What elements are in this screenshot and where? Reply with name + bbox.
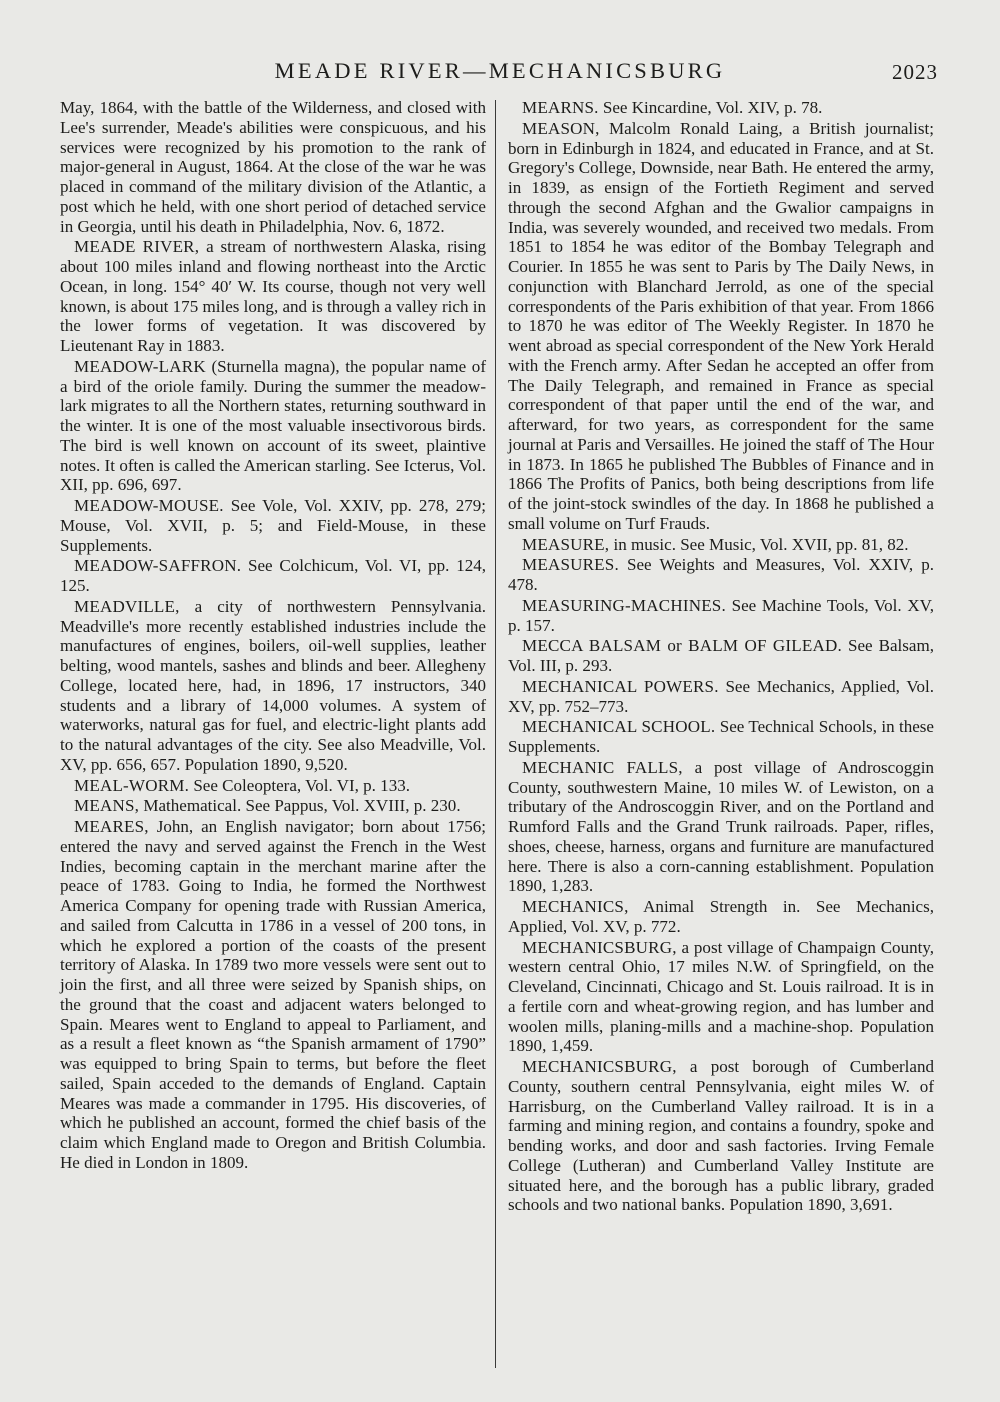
entry-text: See Balsam, Vol. III, p. 293. <box>508 636 934 675</box>
entry-text: a stream of northwestern Alaska, rising about 100 miles inland and flowing northeast into the Arctic Ocean, in long. 154° 40′ W. Its course, though not very well known, is about 175 miles long, and is through a valley rich in the lower forms of vegetation. It was discovered by Lieutenant Ray in 1883. <box>60 237 487 355</box>
dictionary-entry <box>508 596 934 636</box>
entry-headword: MEARNS. <box>522 98 599 117</box>
dictionary-entry <box>508 897 934 937</box>
page-number: 2023 <box>892 60 938 84</box>
dictionary-entry <box>60 776 486 796</box>
column-rule <box>495 100 496 1368</box>
entry-text: May, 1864, with the battle of the Wilderness, and closed with Lee's surrender, Meade's abilities were conspicuous, and his services were recognized by his promotion to the rank of major-general in August, 1864. At the close of the war he was placed in command of the military division of the Atlantic, a post which he held, with one short period of detached service in Georgia, until his death in Philadelphia, Nov. 6, 1872. <box>60 98 486 236</box>
entry-headword: MEASURING-MACHINES. <box>522 595 726 615</box>
dictionary-entry <box>508 1057 934 1215</box>
entry-text: See Mechanics, Applied, Vol. XV, pp. 752–773. <box>508 676 934 716</box>
dictionary-entry <box>60 817 486 1173</box>
entry-text: See Colchicum, Vol. VI, pp. 124, 125. <box>60 556 486 595</box>
dictionary-entry <box>508 98 934 118</box>
entry-text: Mathematical. See Pappus, Vol. XVIII, p. 230. <box>139 796 461 816</box>
entry-text: a post village of Champaign County, western central Ohio, 17 miles N.W. of Springfield, on the Cleveland, Cincinnati, Chicago and St. Louis railroad. It is in a fertile corn and wheat-growing region, and has lumber and woolen mills, planing-mills and a machine-shop. Population 1890, 1,459. <box>508 937 934 1056</box>
entry-text: See Vole, Vol. XXIV, pp. 278, 279; Mouse, Vol. XVII, p. 5; and Field-Mouse, in these Supplements. <box>60 496 486 555</box>
dictionary-entry <box>508 938 934 1057</box>
entry-headword: MECHANICAL POWERS. <box>522 676 719 696</box>
entry-headword: MECHANICSBURG, <box>522 937 677 957</box>
entry-headword: MEAL-WORM. <box>74 775 190 795</box>
entry-headword: MEADVILLE, <box>74 596 180 616</box>
entry-text: (Sturnella magna), the popular name of a bird of the oriole family. During the summer the meadow-lark migrates to all the Northern states, returning southward in the winter. It is one of the most valuable insectivorous birds. The bird is well known on account of its sweet, plaintive notes. It often is called the American starling. See Icterus, Vol. XII, pp. 696, 697. <box>60 356 486 495</box>
entry-headword: MEADOW-SAFFRON. <box>74 556 242 576</box>
entry-text: a city of northwestern Pennsylvania. Meadville's more recently established industries include the manufactures of engines, boilers, oil-well supplies, leather belting, wood mantels, sashes and blinds and beer. Allegheny College, located here, had, in 1896, 17 instructors, 340 students and a library of 14,000 volumes. A system of waterworks, natural gas for fuel, and electric-light plants add to the natural advantages of the city. See also Meadville, Vol. XV, pp. 656, 657. Population 1890, 9,520. <box>60 596 486 774</box>
dictionary-entry <box>60 496 486 555</box>
entry-text: See Weights and Measures, Vol. XXIV, p. 478. <box>508 555 934 594</box>
dictionary-entry <box>60 556 486 596</box>
entry-text: Malcolm Ronald Laing, a British journalist; born in Edinburgh in 1824, and educated in France, and at St. Gregory's College, Downside, near Bath. He entered the army, in 1839, as ensign of the Fortieth Regiment and served through the second Afghan and the Gwalior campaigns in India, was severely wounded, and received two medals. From 1851 to 1854 he was editor of the Bombay Telegraph and Courier. In 1855 he was sent to Paris by The Daily News, in conjunction with Blanchard Jerrold, as one of the special correspondents of the Paris exhibition of that year. From 1866 to 1870 he was editor of The Weekly Register. In 1870 he went abroad as special correspondent of the New York Herald with the French army. After Sedan he accepted an offer from The Daily Telegraph, and remained in France as special correspondent of that paper until the end of the war, and afterward, for two years, as correspondent for the same journal at Paris and Versailles. He joined the staff of The Hour in 1873. In 1865 he published The Bubbles of Finance and in 1866 The Profits of Panics, both being descriptions from life of the joint-stock swindles of the day. In 1868 he published a small volume on Turf Frauds. <box>508 118 934 533</box>
entry-text: See Coleoptera, Vol. VI, p. 133. <box>189 775 410 795</box>
right-column <box>508 98 934 1216</box>
entry-headword: MEANS, <box>74 796 140 816</box>
dictionary-entry <box>508 677 934 717</box>
left-column <box>60 98 486 1174</box>
entry-text: a post village of Androscoggin County, southwestern Maine, 10 miles W. of Lewiston, on a tributary of the Androscoggin River, and on the Portland and Rumford Falls and the Grand Trunk railroads. Paper, rifles, shoes, cheese, harness, organs and furniture are manufactured here. There is also a corn-canning establishment. Population 1890, 1,283. <box>508 757 934 896</box>
dictionary-entry <box>60 98 486 236</box>
entry-headword: MEARES, <box>74 817 149 836</box>
entry-text: Animal Strength in. See Mechanics, Applied, Vol. XV, p. 772. <box>508 897 934 936</box>
dictionary-entry <box>508 535 934 555</box>
entry-headword: MECHANICS, <box>522 897 629 916</box>
entry-headword: MEADOW-MOUSE. <box>74 496 224 515</box>
entry-headword: MEADE RIVER, <box>74 237 200 257</box>
dictionary-entry <box>60 237 486 356</box>
dictionary-entry <box>508 555 934 595</box>
dictionary-entry <box>60 796 486 816</box>
entry-text: a post borough of Cumberland County, southern central Pennsylvania, eight miles W. of Harrisburg, on the Cumberland Valley railroad. It is in a farming and mining region, and contains a foundry, spoke and bending works, and door and sash factories. Irving Female College (Lutheran) and Cumberland Valley Institute are situated here, and the borough has a public library, graded schools and two national banks. Population 1890, 3,691. <box>508 1057 934 1215</box>
dictionary-entry <box>60 357 486 495</box>
dictionary-entry <box>508 119 934 534</box>
entry-headword: MECCA BALSAM or BALM OF GILEAD. <box>522 636 842 656</box>
entry-headword: MEADOW-LARK <box>74 356 206 376</box>
dictionary-entry <box>60 597 486 775</box>
dictionary-entry <box>508 758 934 896</box>
entry-headword: MECHANICSBURG, <box>522 1057 677 1076</box>
entry-headword: MEASON, <box>522 118 600 138</box>
entry-text: in music. See Music, Vol. XVII, pp. 81, 82. <box>609 534 909 554</box>
dictionary-entry <box>508 636 934 676</box>
running-head: MEADE RIVER—MECHANICSBURG <box>274 58 726 83</box>
entry-headword: MEASURES. <box>522 555 619 575</box>
entry-headword: MEASURE, <box>522 534 610 554</box>
entry-headword: MECHANIC FALLS, <box>522 757 683 777</box>
entry-headword: MECHANICAL SCHOOL. <box>522 717 716 737</box>
entry-text: John, an English navigator; born about 1756; entered the navy and served against the French in the West Indies, becoming captain in the merchant marine after the peace of 1783. Going to India, he formed the Northwest America Company for opening trade with Russian America, and sailed from Calcutta in 1786 in a vessel of 200 tons, in which he explored a portion of the coasts of the present territory of Alaska. In 1789 two more vessels were sent out to join the first, and all three were seized by Spanish ships, on the ground that the coast and adjacent waters belonged to Spain. Meares went to England to appeal to Parliament, and as a result a fleet known as “the Spanish armament of 1790” was equipped to bring Spain to terms, but before the fleet sailed, Spain acceded to the demands of England. Captain Meares was made a commander in 1795. His discoveries, of which he published an account, formed the chief basis of the claim which England made to Oregon and British Columbia. He died in London in 1809. <box>60 817 486 1172</box>
entry-text: See Kincardine, Vol. XIV, p. 78. <box>598 98 823 117</box>
dictionary-entry <box>508 717 934 757</box>
page-header <box>60 58 940 90</box>
entry-text: See Machine Tools, Vol. XV, p. 157. <box>508 595 934 635</box>
entry-text: See Technical Schools, in these Supplements. <box>508 717 934 756</box>
